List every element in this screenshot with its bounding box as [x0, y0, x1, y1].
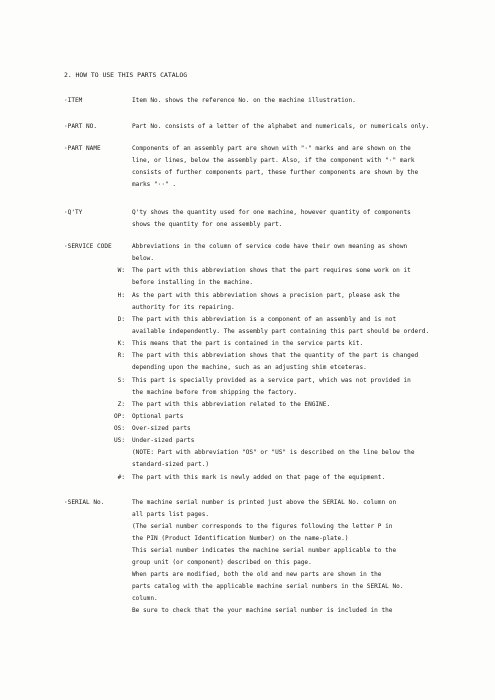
serial-line-6: group unit (or component) described on this page.	[132, 559, 312, 566]
section-heading: 2. HOW TO USE THIS PARTS CATALOG	[64, 71, 188, 79]
code-w: W:	[117, 267, 125, 274]
part-name-line-2: line, or lines, below the assembly part. Also, if the component with "·" mark	[132, 157, 415, 164]
code-w-line-2: before installing in the machine.	[132, 279, 254, 286]
part-name-line-1: Components of an assembly part are shown with "·" marks and are shown on the	[132, 145, 411, 152]
qty-line-2: shows the quantity for one assembly part.	[132, 221, 283, 228]
service-code-line-2: below.	[132, 255, 155, 262]
serial-line-8: parts catalog with the applicable machine serial numbers in the SERIAL No.	[132, 583, 404, 590]
code-os-line-1: Over-sized parts	[132, 425, 191, 432]
serial-line-1: The machine serial number is printed just above the SERIAL No. column on	[132, 499, 397, 506]
serial-line-2: all parts list pages.	[132, 511, 210, 518]
item-text: Item No. shows the reference No. on the machine illustration.	[132, 97, 356, 104]
code-h-line-1: As the part with this abbreviation shows a precision part, please ask the	[132, 292, 400, 299]
part-name-line-3: consists of further components part, these further components are shown by the	[132, 169, 419, 176]
code-d: D:	[117, 316, 125, 323]
code-h: H:	[117, 292, 125, 299]
qty-label: ·Q'TY	[64, 209, 83, 216]
item-label: ·ITEM	[64, 97, 83, 104]
code-s: S:	[117, 377, 125, 384]
part-no-text: Part No. consists of a letter of the alphabet and numericals, or numericals only.	[132, 123, 430, 130]
code-s-line-2: the machine before from shipping the factory.	[132, 389, 298, 396]
code-new-line-1: The part with this mark is newly added on that page of the equipment.	[132, 474, 386, 481]
code-k-line-1: This means that the part is contained in the service parts kit.	[132, 340, 364, 347]
part-name-line-4: marks "··" .	[132, 181, 177, 188]
code-op: OP:	[113, 413, 125, 420]
part-name-label: ·PART NAME	[64, 145, 101, 152]
part-no-label: ·PART NO.	[64, 123, 98, 130]
qty-line-1: Q'ty shows the quantity used for one machine, however quantity of components	[132, 209, 411, 216]
serial-line-9: column.	[132, 595, 158, 602]
code-r: R:	[117, 352, 125, 359]
code-d-line-1: The part with this abbreviation is a component of an assembly and is not	[132, 316, 397, 323]
serial-line-7: When parts are modified, both the old and new parts are shown in the	[132, 571, 382, 578]
serial-line-3: (The serial number corresponds to the figures following the letter P in	[132, 523, 393, 530]
code-us-line-1: Under-sized parts	[132, 437, 195, 444]
code-d-line-2: available independently. The assembly part containing this part should be orderd.	[132, 328, 430, 335]
code-k: K:	[117, 340, 125, 347]
serial-line-5: This serial number indicates the machine serial number applicable to the	[132, 547, 397, 554]
code-r-line-1: The part with this abbreviation shows that the quantity of the part is changed	[132, 352, 419, 359]
code-us-line-2: (NOTE: Part with abbreviation "OS" or "US" is described on the line below the	[132, 449, 415, 456]
code-w-line-1: The part with this abbreviation shows that the part requires some work on it	[132, 267, 411, 274]
serial-line-10: Be sure to check that the your machine serial number is included in the	[132, 607, 393, 614]
code-z-line-1: The part with this abbreviation related to the ENGINE.	[132, 401, 331, 408]
code-s-line-1: This part is specially provided as a service part, which was not provided in	[132, 377, 411, 384]
code-op-line-1: Optional parts	[132, 413, 184, 420]
code-os: OS:	[113, 425, 125, 432]
code-z: Z:	[117, 401, 125, 408]
code-us-line-3: standard-sized part.)	[132, 461, 210, 468]
code-us: US:	[113, 437, 125, 444]
code-new: #:	[117, 474, 125, 481]
service-code-line-1: Abbreviations in the column of service code have their own meaning as shown	[132, 243, 408, 250]
serial-line-4: the PIN (Product Identification Number) on the name-plate.)	[132, 535, 349, 542]
code-r-line-2: depending upon the machine, such as an adjusting shim etceteras.	[132, 364, 367, 371]
serial-label: ·SERIAL No.	[64, 499, 105, 506]
code-h-line-2: authority for its repairing.	[132, 304, 235, 311]
service-code-label: ·SERVICE CODE	[64, 243, 112, 250]
